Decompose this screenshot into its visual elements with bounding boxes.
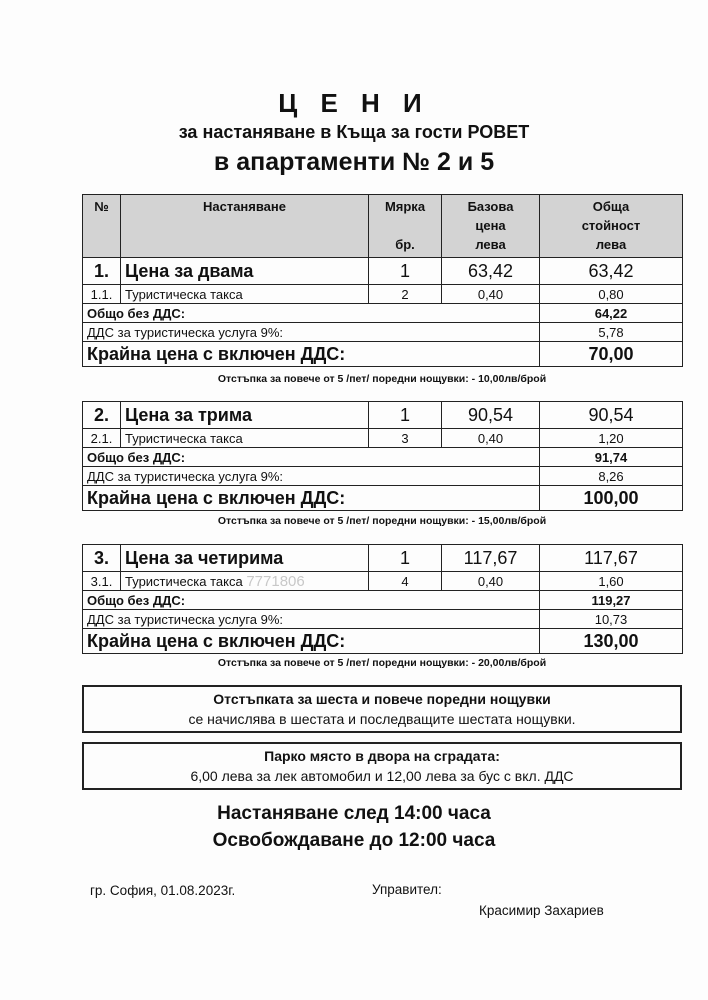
tax-total: 0,80 [540, 285, 683, 304]
tax-qty: 3 [369, 429, 442, 448]
tax-total: 1,20 [540, 429, 683, 448]
table-header [83, 195, 683, 258]
vat-value: 8,26 [540, 467, 683, 486]
final-value: 130,00 [540, 629, 683, 654]
row-number: 1. [83, 258, 121, 285]
final-row [83, 486, 683, 511]
apartments-heading: в апартаменти № 2 и 5 [213, 148, 495, 176]
tax-base: 0,40 [442, 285, 540, 304]
tax-base: 0,40 [442, 429, 540, 448]
final-value: 100,00 [540, 486, 683, 511]
tax-label: Туристическа такса [125, 573, 243, 589]
subtotal-value: 64,22 [540, 304, 683, 323]
price-table-3 [82, 544, 683, 654]
tax-qty: 2 [369, 285, 442, 304]
table-row [83, 429, 683, 448]
header-no: № [83, 195, 121, 258]
row-number: 2. [83, 402, 121, 429]
tax-qty: 4 [369, 572, 442, 591]
table-row [83, 285, 683, 304]
table-row [83, 545, 683, 572]
price-table-1 [82, 194, 683, 367]
discount-info-box [82, 685, 682, 733]
row-name: Цена за четирима [121, 545, 369, 572]
document-title: Ц Е Н И [278, 88, 430, 118]
subtotal-value: 119,27 [540, 591, 683, 610]
row-base: 90,54 [442, 402, 540, 429]
parking-box-line2: 6,00 лева за лек автомобил и 12,00 лева за бус с вкл. ДДС [190, 768, 574, 784]
row-qty: 1 [369, 402, 442, 429]
final-row [83, 629, 683, 654]
row-total: 63,42 [540, 258, 683, 285]
subtotal-label: Общо без ДДС: [83, 448, 540, 467]
row-number: 3. [83, 545, 121, 572]
discount-note-1: Отстъпка за повече от 5 /пет/ поредни нощувки: - 10,00лв/брой [217, 373, 547, 385]
vat-value: 5,78 [540, 323, 683, 342]
vat-value: 10,73 [540, 610, 683, 629]
subtotal-label: Общо без ДДС: [83, 304, 540, 323]
vat-row [83, 467, 683, 486]
checkout-time: Освобождаване до 12:00 часа [212, 830, 496, 851]
discount-note-3: Отстъпка за повече от 5 /пет/ поредни нощувки: - 20,00лв/брой [217, 657, 547, 669]
parking-box-line1: Парко място в двора на сградата: [264, 748, 500, 764]
checkin-time: Настаняване след 14:00 часа [217, 803, 491, 824]
vat-label: ДДС за туристическа услуга 9%: [83, 610, 540, 629]
discount-note-2: Отстъпка за повече от 5 /пет/ поредни нощувки: - 15,00лв/брой [217, 515, 547, 527]
row-qty: 1 [369, 258, 442, 285]
table-row [83, 572, 683, 591]
subtotal-row [83, 304, 683, 323]
place-date: гр. София, 01.08.2023г. [90, 883, 236, 898]
tax-number: 3.1. [83, 572, 121, 591]
document-subtitle: за настаняване в Къща за гости РОВЕТ [178, 122, 530, 142]
tax-base: 0,40 [442, 572, 540, 591]
row-total: 90,54 [540, 402, 683, 429]
price-table-2 [82, 401, 683, 511]
final-label: Крайна цена с включен ДДС: [83, 342, 540, 367]
table-row [83, 258, 683, 285]
row-name: Цена за трима [121, 402, 369, 429]
vat-row [83, 610, 683, 629]
header-total: Обща стойност лева [540, 195, 683, 258]
subtotal-row [83, 591, 683, 610]
subtotal-row [83, 448, 683, 467]
manager-label: Управител: [372, 882, 442, 897]
vat-row [83, 323, 683, 342]
tax-number: 1.1. [83, 285, 121, 304]
header-base-price: Базова цена лева [442, 195, 540, 258]
parking-info-box [82, 742, 682, 790]
header-unit: Мярка бр. [369, 195, 442, 258]
final-label: Крайна цена с включен ДДС: [83, 486, 540, 511]
manager-name: Красимир Захариев [479, 903, 604, 918]
vat-label: ДДС за туристическа услуга 9%: [83, 467, 540, 486]
watermark: 7771806 [246, 572, 305, 590]
vat-label: ДДС за туристическа услуга 9%: [83, 323, 540, 342]
tax-label: Туристическа такса [121, 429, 369, 448]
final-row [83, 342, 683, 367]
tax-label-cell [121, 572, 369, 591]
subtotal-label: Общо без ДДС: [83, 591, 540, 610]
subtotal-value: 91,74 [540, 448, 683, 467]
table-row [83, 402, 683, 429]
tax-label: Туристическа такса [121, 285, 369, 304]
final-label: Крайна цена с включен ДДС: [83, 629, 540, 654]
row-name: Цена за двама [121, 258, 369, 285]
row-qty: 1 [369, 545, 442, 572]
tax-total: 1,60 [540, 572, 683, 591]
final-value: 70,00 [540, 342, 683, 367]
row-total: 117,67 [540, 545, 683, 572]
row-base: 63,42 [442, 258, 540, 285]
row-base: 117,67 [442, 545, 540, 572]
tax-number: 2.1. [83, 429, 121, 448]
discount-box-line2: се начислява в шестата и последващите шестата нощувки. [188, 711, 576, 727]
header-accommodation: Настаняване [121, 195, 369, 258]
discount-box-line1: Отстъпката за шеста и повече поредни нощувки [213, 691, 551, 707]
